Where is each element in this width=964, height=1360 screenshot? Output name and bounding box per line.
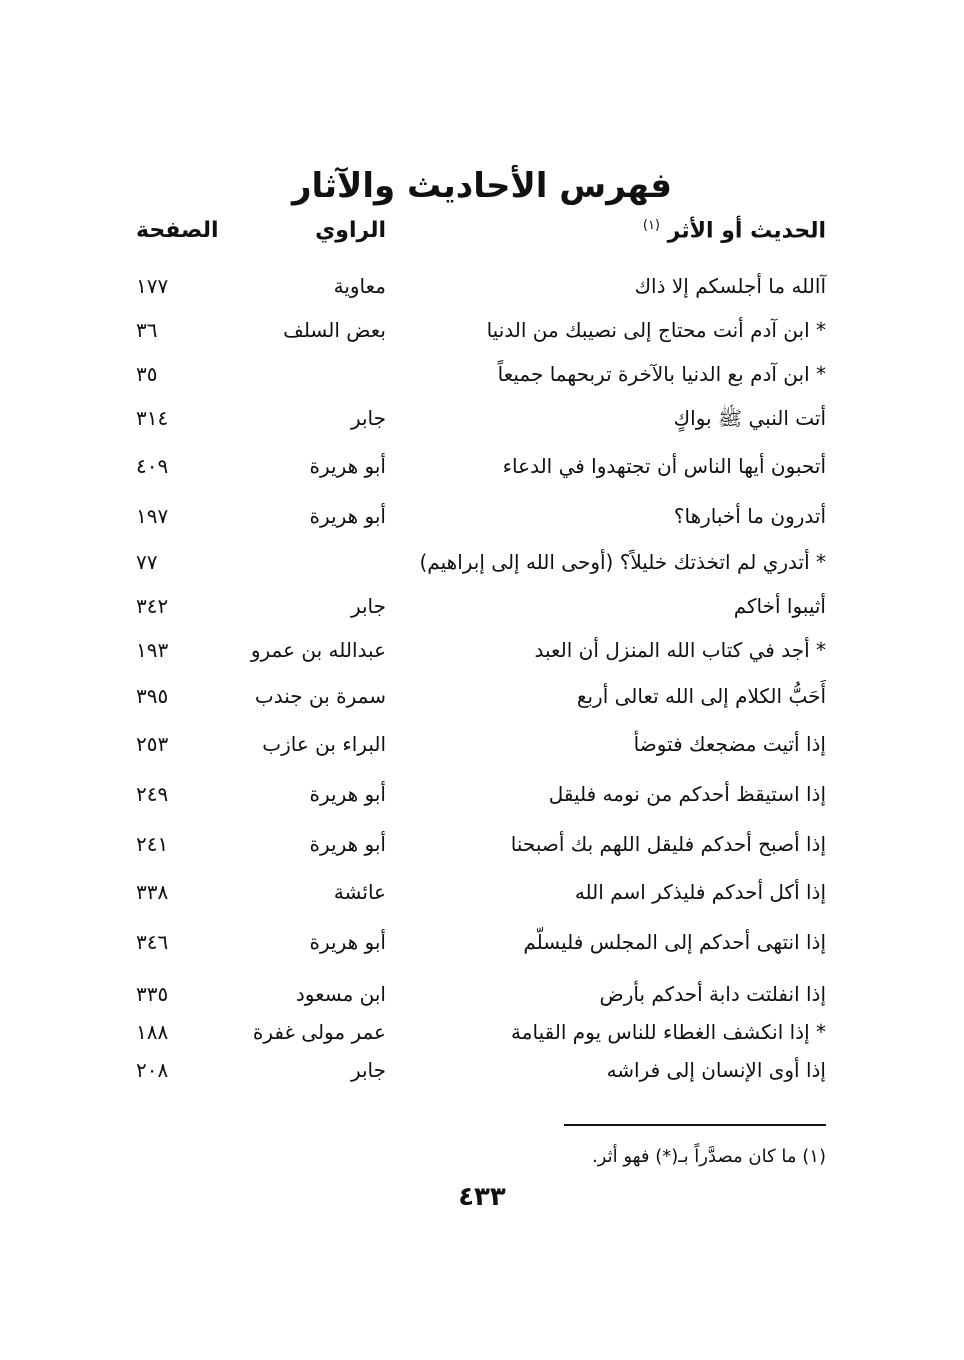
- page-ref: ٣٣٥: [136, 982, 169, 1006]
- narrator: عائشة: [333, 880, 386, 904]
- narrator: عمر مولى غفرة: [252, 1020, 386, 1044]
- header-hadith-label: الحديث أو الأثر: [667, 218, 826, 244]
- narrator: أبو هريرة: [309, 504, 386, 528]
- narrator: ابن مسعود: [295, 982, 386, 1006]
- page-ref: ٣٤٢: [136, 594, 169, 618]
- hadith-text: إذا أصبح أحدكم فليقل اللهم بك أصبحنا: [510, 832, 826, 856]
- page-ref: ٣٥: [136, 362, 158, 386]
- table-row: [0, 398, 964, 438]
- page-ref: ٣٩٥: [136, 684, 169, 708]
- page-ref: ٤٠٩: [136, 454, 169, 478]
- page-ref: ٣٦: [136, 318, 158, 342]
- table-row: [0, 310, 964, 350]
- hadith-text: * أتدري لم اتخذتك خليلاً؟ (أوحى الله إلى إبراهيم): [419, 550, 826, 574]
- hadith-text: أَحَبُّ الكلام إلى الله تعالى أربع: [576, 684, 826, 708]
- header-page: الصفحة: [136, 218, 219, 243]
- narrator: البراء بن عازب: [262, 732, 386, 756]
- hadith-text: * أجد في كتاب الله المنزل أن العبد: [534, 638, 826, 662]
- hadith-text: أتدرون ما أخبارها؟: [673, 504, 826, 528]
- narrator: أبو هريرة: [309, 782, 386, 806]
- hadith-text: آالله ما أجلسكم إلا ذاك: [634, 274, 826, 298]
- narrator: عبدالله بن عمرو: [250, 638, 386, 662]
- hadith-text: * ابن آدم أنت محتاج إلى نصيبك من الدنيا: [486, 318, 826, 342]
- narrator: جابر: [350, 406, 386, 430]
- table-row: [0, 446, 964, 486]
- narrator: بعض السلف: [283, 318, 386, 342]
- page-ref: ١٩٧: [136, 504, 169, 528]
- narrator: جابر: [350, 1058, 386, 1082]
- page-ref: ١٩٣: [136, 638, 169, 662]
- narrator: أبو هريرة: [309, 930, 386, 954]
- hadith-text: أتحبون أيها الناس أن تجتهدوا في الدعاء: [502, 454, 826, 478]
- table-row: [0, 586, 964, 626]
- footnote-divider: [564, 1124, 826, 1126]
- page-ref: ١٧٧: [136, 274, 169, 298]
- table-row: [0, 542, 964, 582]
- hadith-text: إذا أكل أحدكم فليذكر اسم الله: [574, 880, 826, 904]
- narrator: أبو هريرة: [309, 454, 386, 478]
- narrator: جابر: [350, 594, 386, 618]
- footnote: (١) ما كان مصدَّراً بـ(*) فهو أثر.: [591, 1146, 826, 1167]
- page-ref: ٣٤٦: [136, 930, 169, 954]
- table-header: [0, 218, 964, 258]
- table-row: [0, 922, 964, 962]
- hadith-text: * ابن آدم بع الدنيا بالآخرة تربحهما جميعاً: [497, 362, 826, 386]
- table-row: [0, 676, 964, 716]
- hadith-text: إذا استيقظ أحدكم من نومه فليقل: [548, 782, 826, 806]
- table-row: [0, 1012, 964, 1052]
- hadith-text: أتت النبي ﷺ بواكٍ: [673, 406, 826, 430]
- hadith-text: * إذا انكشف الغطاء للناس يوم القيامة: [511, 1020, 826, 1044]
- hadith-text: إذا أتيت مضجعك فتوضأ: [633, 732, 826, 756]
- table-row: [0, 774, 964, 814]
- page-ref: ٧٧: [136, 550, 158, 574]
- page-ref: ٣٣٨: [136, 880, 169, 904]
- table-row: [0, 1050, 964, 1090]
- page-ref: ٣١٤: [136, 406, 169, 430]
- table-row: [0, 724, 964, 764]
- page-title: فهرس الأحاديث والآثار: [291, 166, 673, 206]
- table-row: [0, 824, 964, 864]
- table-row: [0, 630, 964, 670]
- narrator: أبو هريرة: [309, 832, 386, 856]
- hadith-text: إذا انتهى أحدكم إلى المجلس فليسلّم: [523, 930, 826, 954]
- page-ref: ٢٠٨: [136, 1058, 169, 1082]
- hadith-text: إذا أوى الإنسان إلى فراشه: [606, 1058, 826, 1082]
- table-row: [0, 354, 964, 394]
- page-ref: ٢٤١: [136, 832, 169, 856]
- page-ref: ١٨٨: [136, 1020, 169, 1044]
- table-row: [0, 872, 964, 912]
- header-hadith: [643, 218, 826, 243]
- hadith-text: إذا انفلتت دابة أحدكم بأرض: [599, 982, 826, 1006]
- narrator: سمرة بن جندب: [254, 684, 386, 708]
- page-ref: ٢٤٩: [136, 782, 169, 806]
- narrator: معاوية: [333, 274, 386, 298]
- footnote-marker: (١): [642, 218, 660, 233]
- table-row: [0, 266, 964, 306]
- hadith-text: أثيبوا أخاكم: [733, 594, 826, 618]
- table-row: [0, 496, 964, 536]
- header-narrator: الراوي: [315, 218, 386, 243]
- table-row: [0, 974, 964, 1014]
- page-number: ٤٣٣: [458, 1182, 506, 1212]
- page-ref: ٢٥٣: [136, 732, 169, 756]
